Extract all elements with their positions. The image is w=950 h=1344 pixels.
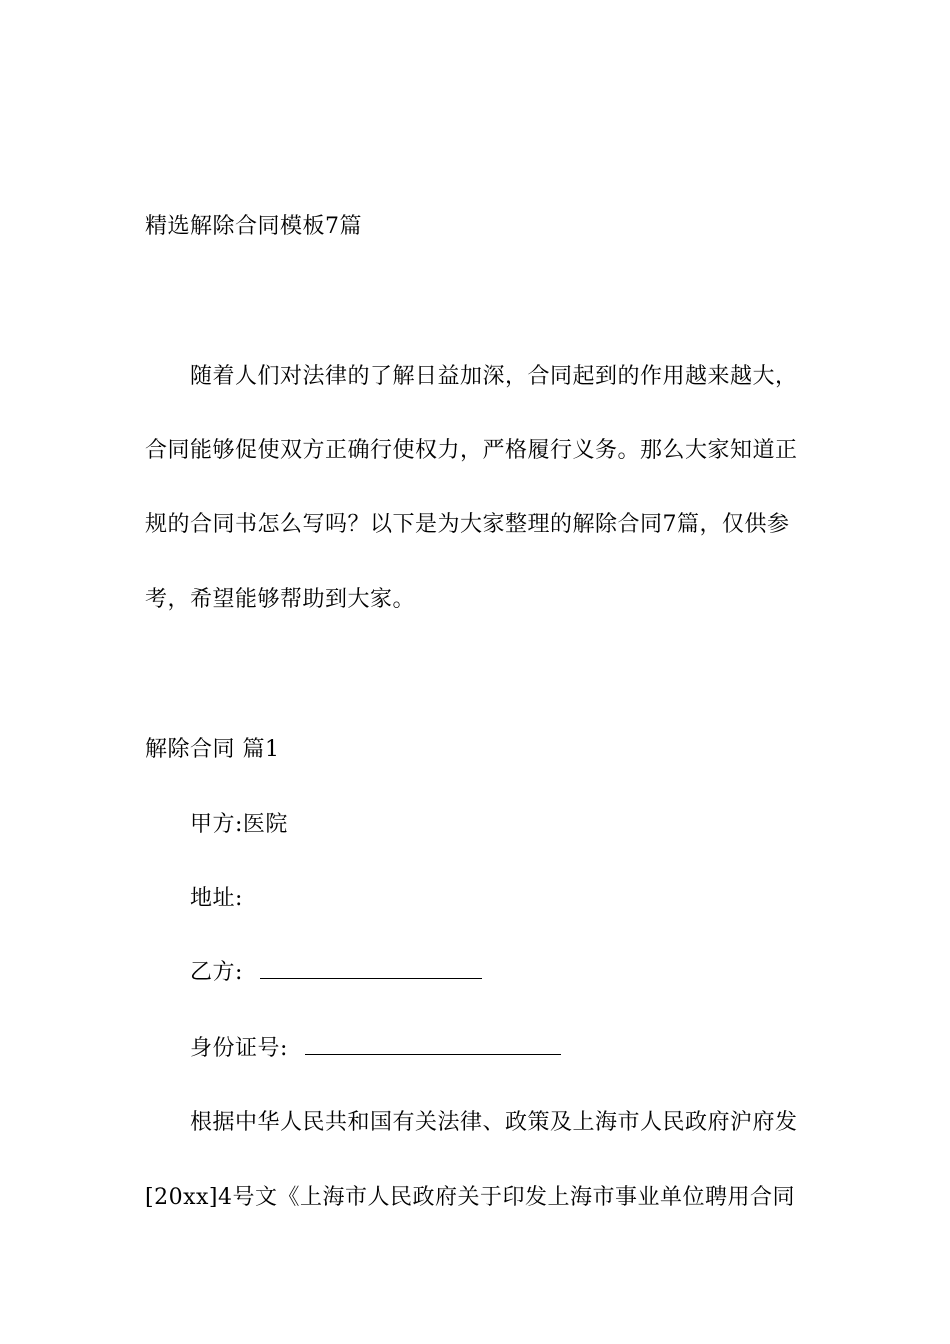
intro-line-4: 考，希望能够帮助到大家。 [145,587,416,612]
body-line-2: [20xx]4号文《上海市人民政府关于印发上海市事业单位聘用合同 [145,1185,795,1210]
party-b-blank [260,960,482,979]
body-line-1: 根据中华人民共和国有关法律、政策及上海市人民政府沪府发 [190,1110,798,1135]
section-heading: 解除合同 篇1 [145,737,280,762]
party-b-label: 乙方: [190,960,243,985]
id-number-label: 身份证号: [190,1036,288,1061]
intro-line-2: 合同能够促使双方正确行使权力，严格履行义务。那么大家知道正 [145,438,798,463]
party-a-line: 甲方:医院 [190,812,288,837]
document-title: 精选解除合同模板7篇 [145,214,362,239]
intro-line-3: 规的合同书怎么写吗？以下是为大家整理的解除合同7篇，仅供参 [145,512,790,537]
id-number-line [190,1034,561,1064]
party-b-line [190,958,482,988]
address-line: 地址: [190,886,243,911]
intro-line-1: 随着人们对法律的了解日益加深，合同起到的作用越来越大， [190,364,798,389]
id-number-blank [305,1036,561,1055]
